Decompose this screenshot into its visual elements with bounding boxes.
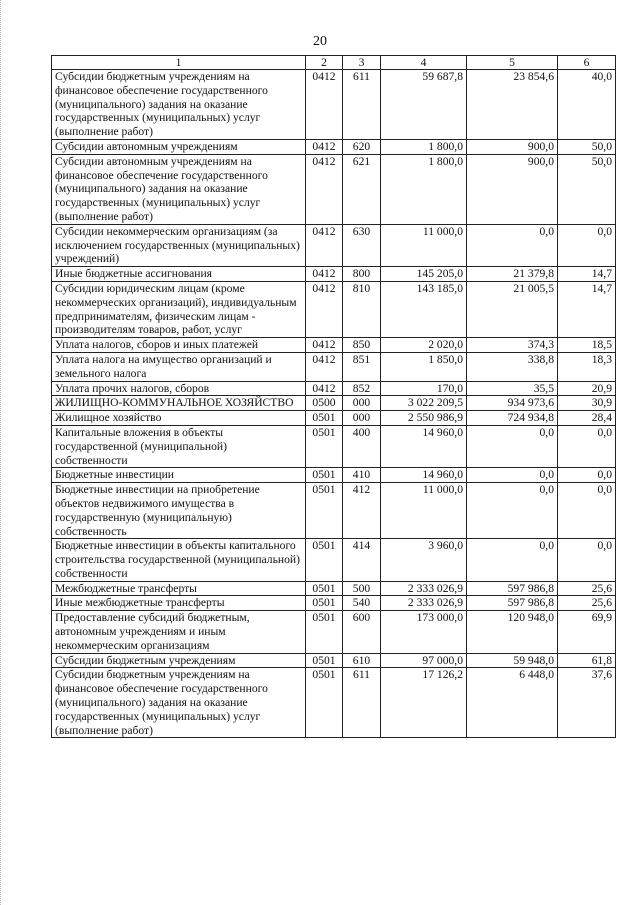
row-name-cell: Субсидии бюджетным учреждениям на финансовое обеспечение государственного (муниципального) задания на оказание государственных (муниципальных) услуг (выполнение работ)	[52, 70, 306, 140]
table-row	[52, 154, 616, 224]
column-header: 2	[306, 56, 343, 70]
row-percent-cell: 14,7	[558, 281, 616, 337]
row-percent-cell: 14,7	[558, 267, 616, 282]
row-percent-cell: 25,6	[558, 596, 616, 611]
row-name-cell: Субсидии автономным учреждениям на финансовое обеспечение государственного (муниципального) задания на оказание государственных (муниципальных) услуг (выполнение работ)	[52, 154, 306, 224]
row-name-cell: Субсидии бюджетным учреждениям	[52, 653, 306, 668]
column-header: 4	[381, 56, 467, 70]
row-fact-cell: 0,0	[467, 468, 558, 483]
row-section-code-cell: 0501	[306, 425, 343, 467]
row-section-code-cell: 0501	[306, 653, 343, 668]
row-fact-cell: 23 854,6	[467, 70, 558, 140]
table-row	[52, 611, 616, 653]
row-percent-cell: 18,5	[558, 338, 616, 353]
row-expense-code-cell: 850	[343, 338, 381, 353]
table-row	[52, 483, 616, 539]
row-expense-code-cell: 810	[343, 281, 381, 337]
row-plan-cell: 14 960,0	[381, 468, 467, 483]
row-plan-cell: 1 850,0	[381, 352, 467, 381]
row-expense-code-cell: 400	[343, 425, 381, 467]
row-percent-cell: 28,4	[558, 411, 616, 426]
row-plan-cell: 1 800,0	[381, 154, 467, 224]
row-section-code-cell: 0412	[306, 352, 343, 381]
table-row	[52, 668, 616, 738]
row-plan-cell: 11 000,0	[381, 224, 467, 266]
row-section-code-cell: 0412	[306, 70, 343, 140]
row-name-cell: Уплата налога на имущество организаций и земельного налога	[52, 352, 306, 381]
row-name-cell: Жилищное хозяйство	[52, 411, 306, 426]
scan-edge-artifact	[0, 0, 11, 905]
row-expense-code-cell: 414	[343, 539, 381, 581]
row-name-cell: Уплата налогов, сборов и иных платежей	[52, 338, 306, 353]
table-row	[52, 338, 616, 353]
row-name-cell: ЖИЛИЩНО-КОММУНАЛЬНОЕ ХОЗЯЙСТВО	[52, 396, 306, 411]
row-section-code-cell: 0501	[306, 468, 343, 483]
row-fact-cell: 934 973,6	[467, 396, 558, 411]
budget-table	[51, 55, 616, 738]
row-name-cell: Субсидии юридическим лицам (кроме некоммерческих организаций), индивидуальным предпринимателям, физическим лицам - производителям товаров, работ, услуг	[52, 281, 306, 337]
header-row	[52, 56, 616, 70]
row-name-cell: Бюджетные инвестиции	[52, 468, 306, 483]
row-expense-code-cell: 500	[343, 581, 381, 596]
row-section-code-cell: 0412	[306, 224, 343, 266]
row-fact-cell: 900,0	[467, 139, 558, 154]
row-plan-cell: 145 205,0	[381, 267, 467, 282]
row-section-code-cell: 0501	[306, 596, 343, 611]
table-header	[52, 56, 616, 70]
row-name-cell: Иные бюджетные ассигнования	[52, 267, 306, 282]
row-section-code-cell: 0501	[306, 611, 343, 653]
row-plan-cell: 3 022 209,5	[381, 396, 467, 411]
row-percent-cell: 50,0	[558, 154, 616, 224]
row-fact-cell: 338,8	[467, 352, 558, 381]
row-section-code-cell: 0500	[306, 396, 343, 411]
table-row	[52, 581, 616, 596]
row-expense-code-cell: 852	[343, 381, 381, 396]
row-fact-cell: 59 948,0	[467, 653, 558, 668]
row-plan-cell: 97 000,0	[381, 653, 467, 668]
table-row	[52, 396, 616, 411]
row-fact-cell: 0,0	[467, 483, 558, 539]
row-expense-code-cell: 000	[343, 411, 381, 426]
column-header: 6	[558, 56, 616, 70]
row-fact-cell: 21 005,5	[467, 281, 558, 337]
row-plan-cell: 2 333 026,9	[381, 581, 467, 596]
row-percent-cell: 0,0	[558, 468, 616, 483]
row-fact-cell: 21 379,8	[467, 267, 558, 282]
row-section-code-cell: 0501	[306, 581, 343, 596]
row-section-code-cell: 0412	[306, 154, 343, 224]
row-plan-cell: 2 550 986,9	[381, 411, 467, 426]
row-fact-cell: 900,0	[467, 154, 558, 224]
row-percent-cell: 0,0	[558, 425, 616, 467]
row-plan-cell: 170,0	[381, 381, 467, 396]
row-section-code-cell: 0501	[306, 411, 343, 426]
table-row	[52, 224, 616, 266]
row-expense-code-cell: 611	[343, 70, 381, 140]
row-section-code-cell: 0412	[306, 281, 343, 337]
row-percent-cell: 25,6	[558, 581, 616, 596]
row-expense-code-cell: 800	[343, 267, 381, 282]
row-percent-cell: 69,9	[558, 611, 616, 653]
row-section-code-cell: 0412	[306, 381, 343, 396]
row-fact-cell: 0,0	[467, 224, 558, 266]
table-row	[52, 539, 616, 581]
row-plan-cell: 14 960,0	[381, 425, 467, 467]
row-plan-cell: 1 800,0	[381, 139, 467, 154]
row-expense-code-cell: 611	[343, 668, 381, 738]
table-row	[52, 139, 616, 154]
row-percent-cell: 20,9	[558, 381, 616, 396]
row-name-cell: Иные межбюджетные трансферты	[52, 596, 306, 611]
row-plan-cell: 3 960,0	[381, 539, 467, 581]
row-percent-cell: 0,0	[558, 539, 616, 581]
column-header: 3	[343, 56, 381, 70]
table-row	[52, 425, 616, 467]
row-percent-cell: 0,0	[558, 483, 616, 539]
row-plan-cell: 11 000,0	[381, 483, 467, 539]
row-expense-code-cell: 620	[343, 139, 381, 154]
row-fact-cell: 120 948,0	[467, 611, 558, 653]
row-plan-cell: 17 126,2	[381, 668, 467, 738]
row-section-code-cell: 0501	[306, 539, 343, 581]
row-percent-cell: 18,3	[558, 352, 616, 381]
row-percent-cell: 50,0	[558, 139, 616, 154]
row-fact-cell: 597 986,8	[467, 596, 558, 611]
row-section-code-cell: 0412	[306, 338, 343, 353]
row-plan-cell: 2 020,0	[381, 338, 467, 353]
row-fact-cell: 35,5	[467, 381, 558, 396]
row-fact-cell: 6 448,0	[467, 668, 558, 738]
table-row	[52, 596, 616, 611]
row-name-cell: Предоставление субсидий бюджетным, автономным учреждениям и иным некоммерческим организациям	[52, 611, 306, 653]
row-name-cell: Межбюджетные трансферты	[52, 581, 306, 596]
row-expense-code-cell: 630	[343, 224, 381, 266]
row-section-code-cell: 0501	[306, 668, 343, 738]
row-expense-code-cell: 600	[343, 611, 381, 653]
row-plan-cell: 143 185,0	[381, 281, 467, 337]
row-section-code-cell: 0412	[306, 267, 343, 282]
row-section-code-cell: 0501	[306, 483, 343, 539]
table-row	[52, 70, 616, 140]
row-name-cell: Субсидии бюджетным учреждениям на финансовое обеспечение государственного (муниципального) задания на оказание государственных (муниципальных) услуг (выполнение работ)	[52, 668, 306, 738]
table-row	[52, 281, 616, 337]
row-plan-cell: 173 000,0	[381, 611, 467, 653]
row-expense-code-cell: 621	[343, 154, 381, 224]
row-name-cell: Капитальные вложения в объекты государственной (муниципальной) собственности	[52, 425, 306, 467]
row-expense-code-cell: 412	[343, 483, 381, 539]
row-expense-code-cell: 610	[343, 653, 381, 668]
table-row	[52, 411, 616, 426]
table-row	[52, 352, 616, 381]
row-expense-code-cell: 410	[343, 468, 381, 483]
row-percent-cell: 40,0	[558, 70, 616, 140]
column-header: 5	[467, 56, 558, 70]
row-fact-cell: 0,0	[467, 539, 558, 581]
row-fact-cell: 0,0	[467, 425, 558, 467]
row-name-cell: Бюджетные инвестиции на приобретение объектов недвижимого имущества в государственную (муниципальную) собственность	[52, 483, 306, 539]
table-row	[52, 267, 616, 282]
row-expense-code-cell: 000	[343, 396, 381, 411]
row-plan-cell: 59 687,8	[381, 70, 467, 140]
table-row	[52, 468, 616, 483]
row-percent-cell: 0,0	[558, 224, 616, 266]
row-expense-code-cell: 851	[343, 352, 381, 381]
page-number: 20	[313, 34, 327, 49]
table-row	[52, 381, 616, 396]
row-fact-cell: 374,3	[467, 338, 558, 353]
row-name-cell: Уплата прочих налогов, сборов	[52, 381, 306, 396]
row-percent-cell: 30,9	[558, 396, 616, 411]
table-body	[52, 70, 616, 738]
row-fact-cell: 724 934,8	[467, 411, 558, 426]
table-row	[52, 653, 616, 668]
column-header: 1	[52, 56, 306, 70]
row-percent-cell: 61,8	[558, 653, 616, 668]
row-plan-cell: 2 333 026,9	[381, 596, 467, 611]
row-name-cell: Субсидии некоммерческим организациям (за исключением государственных (муниципальных) учреждений)	[52, 224, 306, 266]
row-name-cell: Бюджетные инвестиции в объекты капитального строительства государственной (муниципальной) собственности	[52, 539, 306, 581]
row-percent-cell: 37,6	[558, 668, 616, 738]
row-expense-code-cell: 540	[343, 596, 381, 611]
row-name-cell: Субсидии автономным учреждениям	[52, 139, 306, 154]
row-section-code-cell: 0412	[306, 139, 343, 154]
row-fact-cell: 597 986,8	[467, 581, 558, 596]
